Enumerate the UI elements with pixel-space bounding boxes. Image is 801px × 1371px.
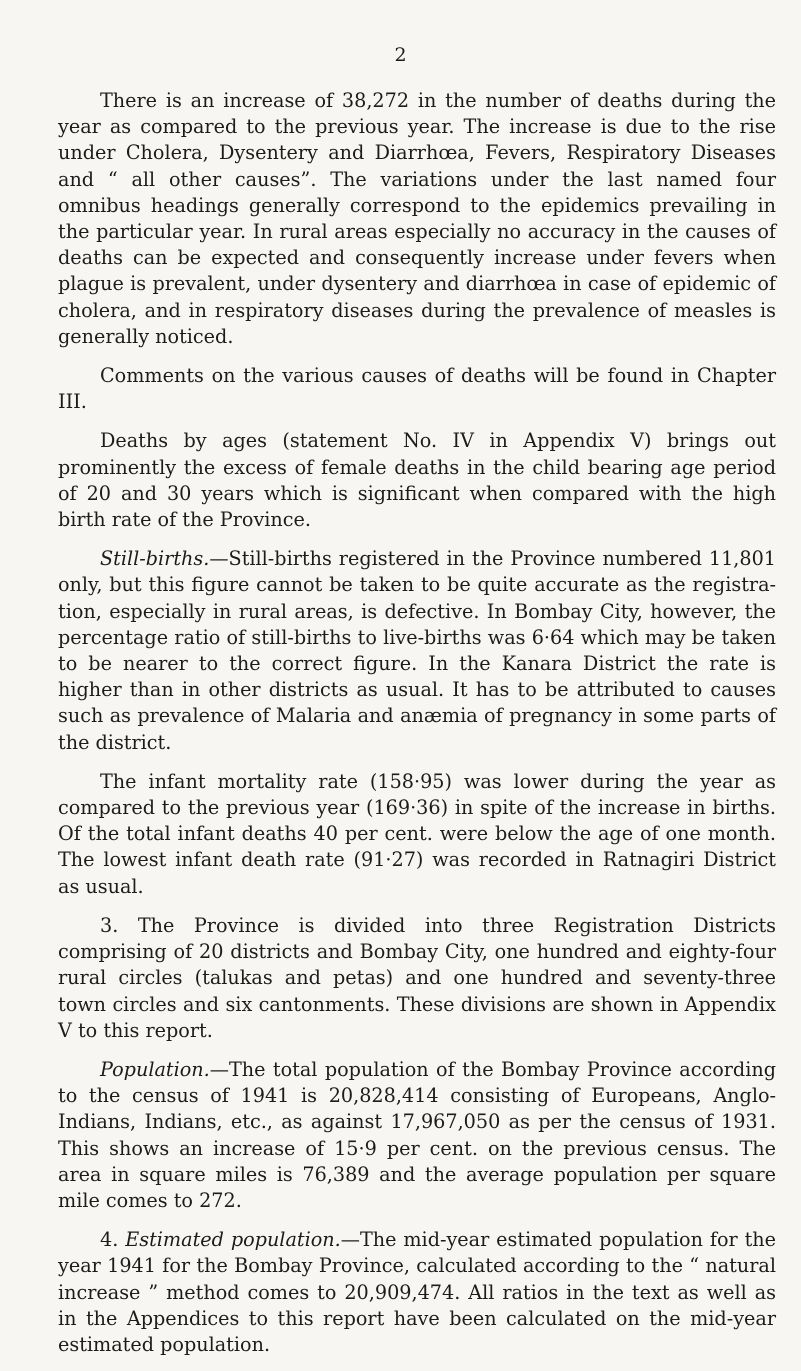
paragraph-text: There is an increase of 38,272 in the number of deaths during the year as compared to the previous year. The increase is due to the rise under Cholera, Dysentery and Diarrhœa, Fevers, Respiratory Diseases and “ all other causes”. The variations under the last named four omnibus headings generally correspond to the epidemics prevailing in the particular year. In rural areas especially no accuracy in the causes of deaths can be expected and consequently increase under fevers when plague is prevalent, under dysentery and diarrhœa in case of epidemic of cholera, and in respiratory diseases during the prevalence of measles is generally noticed.: [58, 89, 776, 348]
paragraph-still-births: [58, 546, 776, 756]
paragraph-lead-heading: Still-births.: [100, 547, 210, 571]
paragraph-text: The infant mortality rate (158·95) was lower during the year as compared to the previous year (169·36) in spite of the increase in births. Of the total infant deaths 40 per cent. were below the age of one month. The lowest infant death rate (91·27) was recorded in Ratnagiri District as usual.: [58, 769, 776, 898]
paragraph-population: [58, 1057, 776, 1214]
page-number: 2: [394, 44, 407, 66]
paragraph-text: —The total population of the Bombay Province according to the census of 1941 is 20,828,414 consisting of Europeans, Anglo-Indians, Indians, etc., as against 17,967,050 as per the census of 1931. This shows an increase of 15·9 per cent. on the previous census. The area in square miles is 76,389 and the average population per square mile comes to 272.: [58, 1057, 776, 1212]
paragraph-deaths-by-ages: [58, 428, 776, 533]
paragraph-estimated-population: [58, 1227, 776, 1358]
paragraph-comments: [58, 363, 776, 415]
paragraph-text: —The mid-year estimated population for the year 1941 for the Bombay Province, calculated according to the “ natural increase ” method comes to 20,909,474. All ratios in the text as well as in the Appendices to this report have been calculated on the mid-year estimated population.: [58, 1228, 776, 1356]
paragraph-infant-mortality: [58, 769, 776, 900]
paragraph-text: —Still-births registered in the Province numbered 11,801 only, but this figure cannot be taken to be quite accurate as the registra-tion, especially in rural areas, is defective. In Bombay City, however, the percentage ratio of still-births to live-births was 6·64 which may be taken to be nearer to the correct figure. In the Kanara District the rate is higher than in other districts as usual. It has to be attributed to causes such as prevalence of Malaria and anæmia of pregnancy in some parts of the district.: [58, 547, 776, 754]
paragraph-registration-districts: [58, 913, 776, 1044]
paragraph-text: The Province is divided into three Registration Districts comprising of 20 districts and Bombay City, one hundred and eighty-four rural circles (talukas and petas) and one hundred and seventy-three town circles and six cantonments. These divisions are shown in Appendix V to this report.: [58, 913, 776, 1042]
paragraph-deaths-increase: [58, 88, 776, 350]
section-number: 3.: [100, 913, 119, 937]
paragraph-lead-heading: Population.: [100, 1057, 210, 1081]
body-text: [58, 88, 776, 1371]
paragraph-text: Comments on the various causes of deaths will be found in Chapter III.: [58, 364, 776, 414]
paragraph-text: Deaths by ages (statement No. IV in Appendix V) brings out prominently the excess of female deaths in the child bearing age period of 20 and 30 years which is significant when compared with the high birth rate of the Province.: [58, 429, 776, 532]
paragraph-lead-heading: Estimated population.: [125, 1228, 341, 1252]
section-number: 4.: [100, 1228, 119, 1252]
